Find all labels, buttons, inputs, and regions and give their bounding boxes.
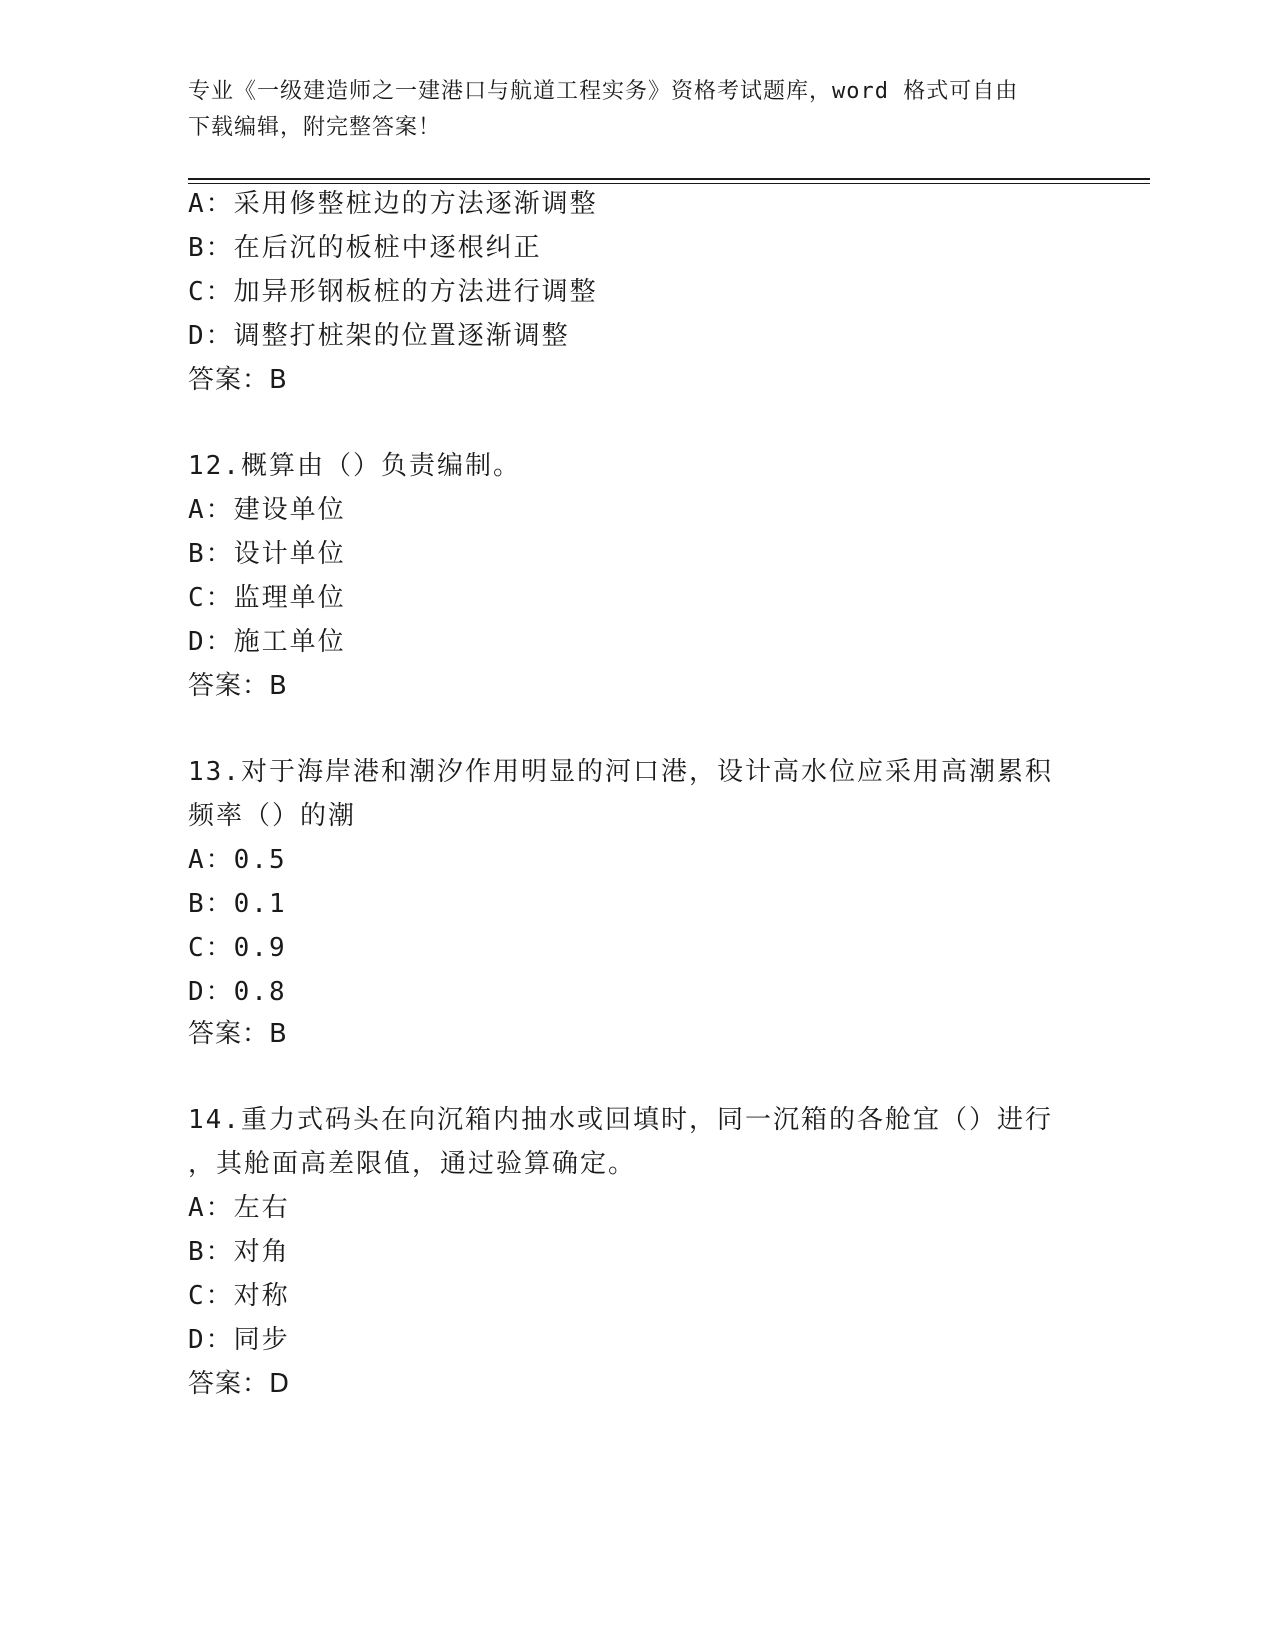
option-d: D：0.8 xyxy=(188,977,287,1007)
option-d: D：调整打桩架的位置逐渐调整 xyxy=(188,321,570,351)
option-c: C：监理单位 xyxy=(188,583,346,613)
option-b: B：0.1 xyxy=(188,889,287,919)
header-divider-thick xyxy=(188,178,1150,180)
option-b: B：在后沉的板桩中逐根纠正 xyxy=(188,233,542,263)
answer-label: 答案：B xyxy=(188,365,288,395)
option-c: C：0.9 xyxy=(188,933,287,963)
header-divider-thin xyxy=(188,183,1150,184)
option-a: A：0.5 xyxy=(188,845,287,875)
option-b: B：对角 xyxy=(188,1237,290,1267)
option-a: A：左右 xyxy=(188,1193,290,1223)
option-b: B：设计单位 xyxy=(188,539,346,569)
answer-label: 答案：D xyxy=(188,1369,291,1399)
header-line-2: 下载编辑，附完整答案！ xyxy=(188,115,442,140)
document-header xyxy=(188,74,1088,146)
header-line-1: 专业《一级建造师之一建港口与航道工程实务》资格考试题库，word 格式可自由 xyxy=(188,79,1019,104)
answer-label: 答案：B xyxy=(188,1019,288,1049)
option-c: C：对称 xyxy=(188,1281,290,1311)
option-a: A：建设单位 xyxy=(188,495,346,525)
question-text-line-1: 13.对于海岸港和潮汐作用明显的河口港，设计高水位应采用高潮累积 xyxy=(188,757,1053,787)
option-a: A：采用修整桩边的方法逐渐调整 xyxy=(188,189,598,219)
question-text-line-2: 频率（）的潮 xyxy=(188,801,357,831)
option-d: D：施工单位 xyxy=(188,627,346,657)
question-text: 12.概算由（）负责编制。 xyxy=(188,451,521,481)
option-c: C：加异形钢板桩的方法进行调整 xyxy=(188,277,598,307)
option-d: D：同步 xyxy=(188,1325,290,1355)
answer-label: 答案：B xyxy=(188,671,288,701)
question-text-line-2: ，其舱面高差限值，通过验算确定。 xyxy=(188,1149,637,1179)
question-text-line-1: 14.重力式码头在向沉箱内抽水或回填时，同一沉箱的各舱宜（）进行 xyxy=(188,1105,1053,1135)
